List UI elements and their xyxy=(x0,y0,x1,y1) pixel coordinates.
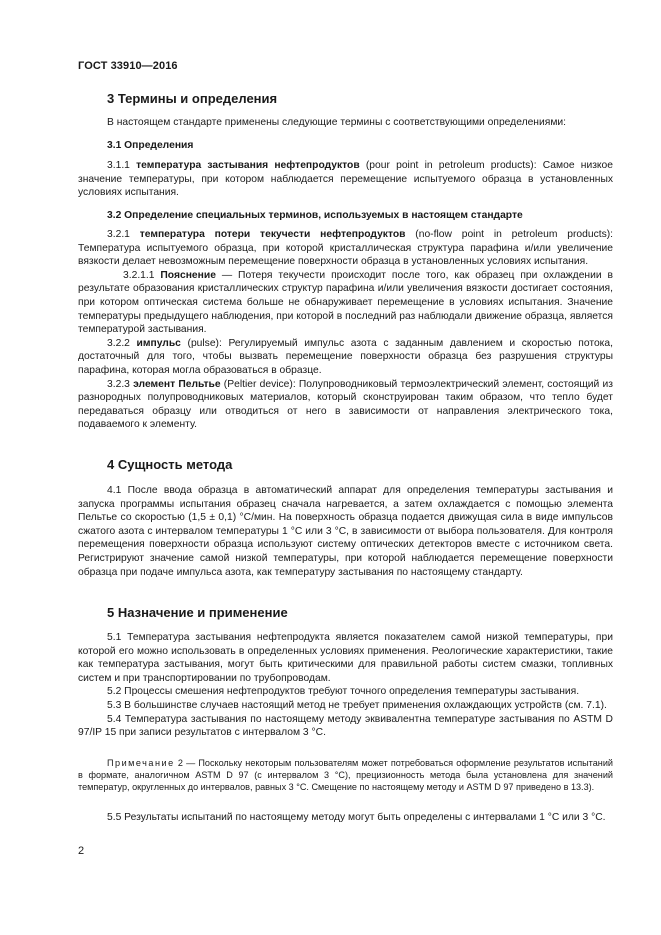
paragraph-3-2-1: 3.2.1 температура потери текучести нефтепродуктов (no-flow point in petroleum products): Температура испытуемого образца, при которой кристаллическая структура парафина и/или увеличение вязкости делает невозможным перемещение поверхности образца в установленных условиях испытания. xyxy=(78,229,614,268)
section-4-body xyxy=(78,484,613,579)
paragraph-3-2-3: 3.2.3 элемент Пельтье (Peltier device): Полупроводниковый термоэлектрический элемент, состоящий из разнородных полупроводниковых материалов, который сконструирован таким образом, что тепло будет передаваться образцу или отводиться от него в зависимости от направления электрического тока, подаваемого к элементу. xyxy=(78,378,614,431)
section-3-1-title: 3.1 Определения xyxy=(107,140,194,151)
section-5-5 xyxy=(78,811,613,825)
num: 3.1.1 xyxy=(107,160,137,171)
paragraph-4-1: 4.1 После ввода образца в автоматический аппарат для определения температуры застывания и запуска программы испытания образец сначала нагревается, а затем охлаждается с помощью элемента Пельтье со скоростью (1,5 ± 0,1) °С/мин. На поверхность образца подается движущая сила в виде импульсов сжатого азота с интервалом температуры 1 °С или 3 °С, в зависимости от выбора пользователя. Для контроля перемещения поверхности образца используют систему оптических детекторов вместе с источником света. Регистрируют значение самой низкой температуры, при которой наблюдается перемещение поверхности образца при подаче импульса азота, как температуру застывания по настоящему стандарту. xyxy=(78,485,613,578)
term: импульс xyxy=(136,337,181,349)
paragraph-3-2-2: 3.2.2 импульс (pulse): Регулируемый импульс азота с заданным давлением и скоростью потока, достаточный для того, чтобы вызвать перемещение поверхности образца без разрушения структуры парафина, которая могла образоваться в образце. xyxy=(78,337,613,376)
paragraph-5-2: 5.2 Процессы смешения нефтепродуктов требуют точного определения температуры застывания. xyxy=(107,686,580,698)
note-text: 2 — Поскольку некоторым пользователям может потребоваться оформление результатов испытаний в формате, аналогичном ASTM D 97 (с интервалом 3 °С), прецизионность метода была установлена для значений температур, округленных до интервалов, равных 3 °С. Смещение по настоящему методу и ASTM D 97 приведено в 13.3). xyxy=(78,758,613,792)
term: температура застывания нефтепродуктов xyxy=(136,160,360,171)
paragraph-3-1-1 xyxy=(78,159,613,200)
paragraph-5-5: 5.5 Результаты испытаний по настоящему методу могут быть определены с интервалами 1 °С или 3 °С. xyxy=(107,812,606,823)
term: температура потери текучести нефтепродуктов xyxy=(139,229,406,240)
section-5-body xyxy=(78,631,613,740)
page-number: 2 xyxy=(78,845,85,857)
definition: (pour point in petroleum products): Самое низкое значение температуры, при котором наблюдается перемещение испытуемого образца в установленных условиях испытания. xyxy=(78,160,613,199)
paragraph-3-2-1-1: 3.2.1.1 Пояснение — Потеря текучести происходит после того, как образец при охлаждении в результате образования кристаллических структур парафина и/или увеличения вязкости достигает состояния, при котором оптическая система больше не обнаруживает перемещение в условиях испытания. Значение температуры предыдущего наблюдения, при которой в последний раз наблюдали движение образца, является температурой застывания. xyxy=(78,269,613,336)
paragraph-5-4: 5.4 Температура застывания по настоящему методу эквивалентна температуре застывания по ASTM D 97/IP 15 при записи результатов с интервалом 3 °С. xyxy=(78,713,613,739)
term: Пояснение xyxy=(160,269,216,281)
paragraph-5-1: 5.1 Температура застывания нефтепродукта является показателем самой низкой температуры, при которой его можно использовать в определенных условиях применения. Реологические характеристики, такие как температура застывания, могут быть критическими для правильной работы систем смазки, топливных систем и при транспортировании по трубопроводам. xyxy=(78,632,613,684)
section-4-title: 4 Сущность метода xyxy=(107,457,233,472)
intro-text: В настоящем стандарте применены следующие термины с соответствующими определениями: xyxy=(107,117,567,128)
document-header-standard: ГОСТ 33910—2016 xyxy=(78,60,178,72)
section-3-title: 3 Термины и определения xyxy=(107,91,278,106)
note-label: Примечание xyxy=(107,758,175,768)
paragraph-5-3: 5.3 В большинстве случаев настоящий метод не требует применения охлаждающих устройств (см. 7.1). xyxy=(107,699,607,711)
note-2 xyxy=(78,757,613,793)
section-5-title: 5 Назначение и применение xyxy=(107,605,288,620)
section-3-2-title: 3.2 Определение специальных терминов, используемых в настоящем стандарте xyxy=(107,210,523,221)
section-3-intro xyxy=(78,116,613,130)
section-3-2-body xyxy=(78,228,613,432)
term: элемент Пельтье xyxy=(133,378,221,390)
